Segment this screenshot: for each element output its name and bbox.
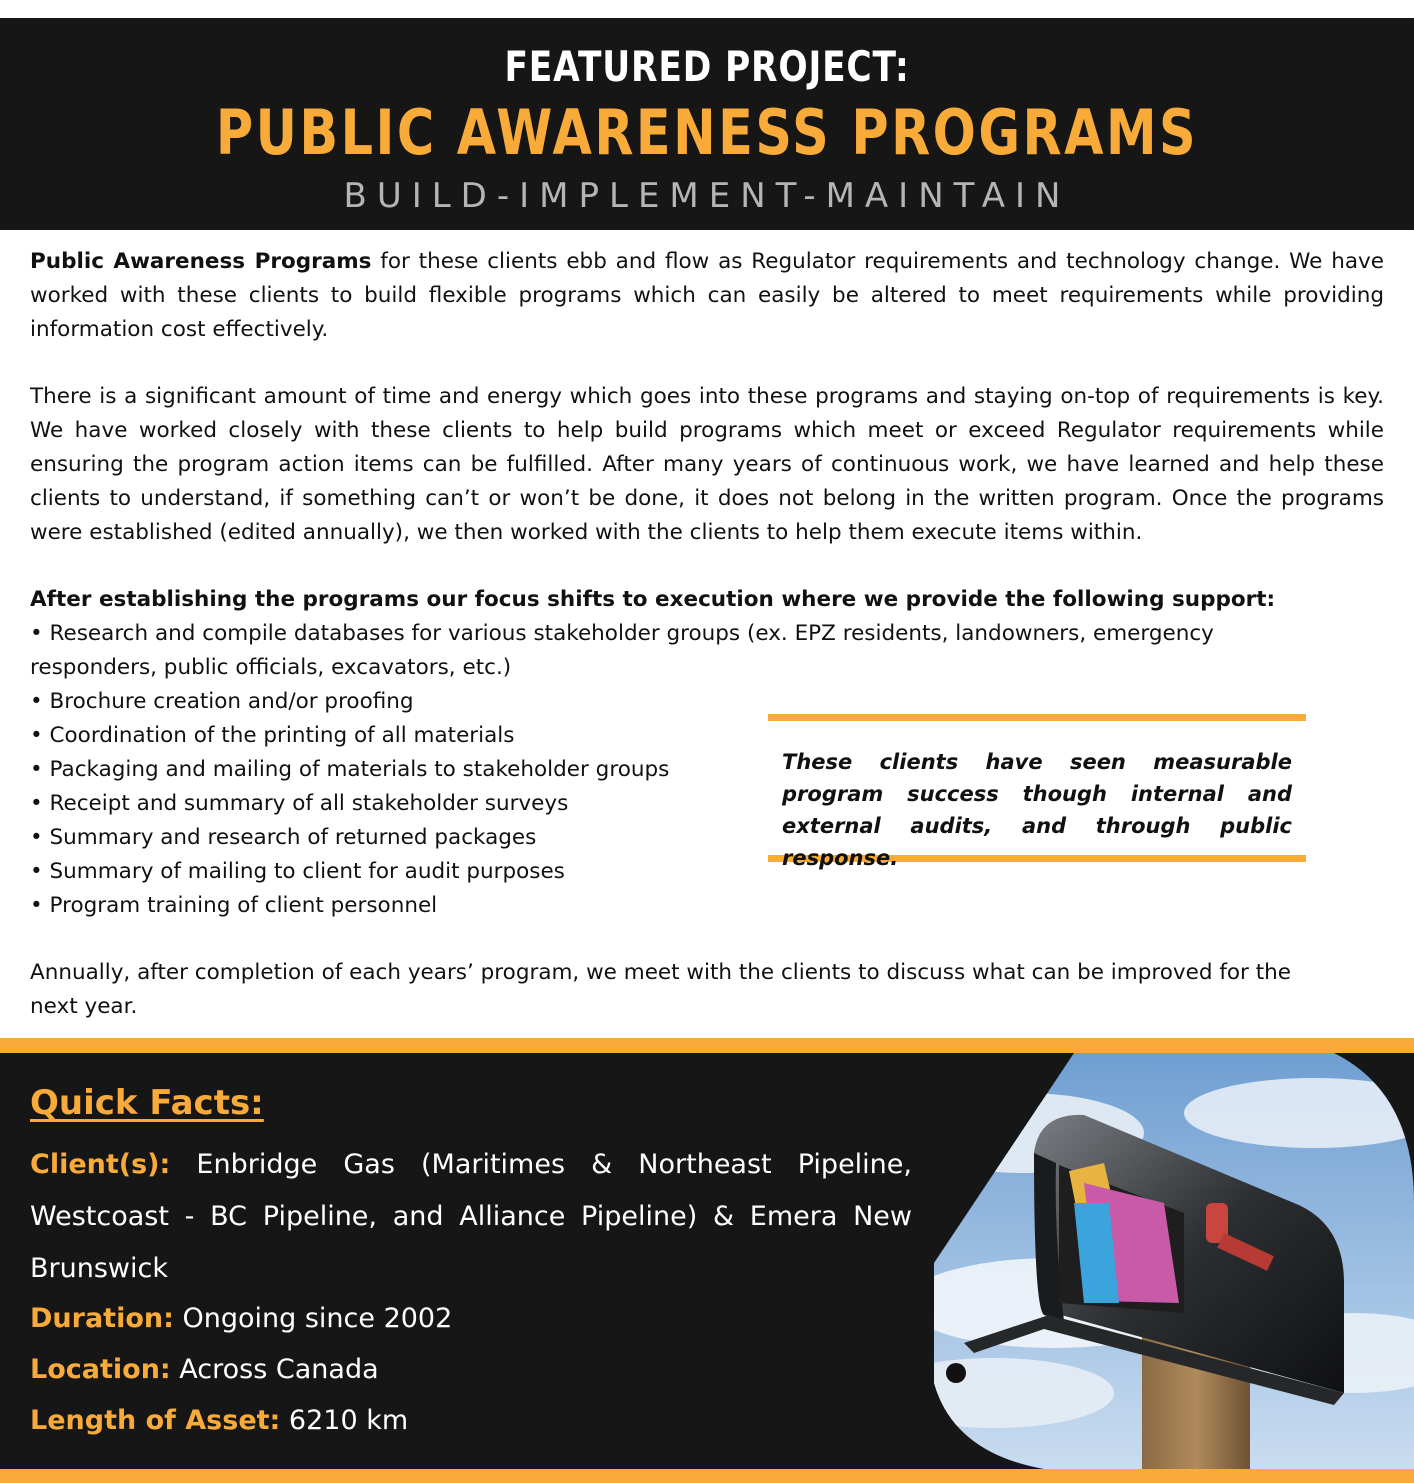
list-item: • Packaging and mailing of materials to stakeholder groups xyxy=(30,757,670,782)
list-item: • Receipt and summary of all stakeholder surveys xyxy=(30,791,569,816)
kicker-heading: FEATURED PROJECT: xyxy=(504,42,910,91)
list-item: • Summary of mailing to client for audit purposes xyxy=(30,859,565,884)
fact-value: Enbridge Gas (Maritimes & Northeast Pipeline, Westcoast - BC Pipeline, and Alliance Pipeline) & Emera New Brunswick xyxy=(30,1149,912,1284)
list-item: • Coordination of the printing of all materials xyxy=(30,723,515,748)
list-item: • Research and compile databases for various stakeholder groups (ex. EPZ residents, landowners, emergency responders, public officials, excavators, etc.) xyxy=(30,621,1214,680)
support-heading: After establishing the programs our focus shifts to execution where we provide the following support: xyxy=(30,587,1276,612)
intro-paragraph xyxy=(30,245,1384,347)
fact-length xyxy=(30,1395,912,1447)
fact-label: Duration: xyxy=(30,1303,174,1334)
fact-label: Length of Asset: xyxy=(30,1405,281,1436)
intro-lead: Public Awareness Programs xyxy=(30,249,372,274)
fact-value: Across Canada xyxy=(170,1354,379,1385)
list-item: • Summary and research of returned packages xyxy=(30,825,537,850)
page-title: PUBLIC AWARENESS PROGRAMS xyxy=(215,96,1199,169)
list-item: • Program training of client personnel xyxy=(30,893,438,918)
paragraph-2: There is a significant amount of time and energy which goes into these programs and staying on-top of requirements is key. We have worked closely with these clients to help build programs which meet or exceed Regulator requirements while ensuring the program action items can be fulfilled. After many years of continuous work, we have learned and help these clients to understand, if something can’t or won’t be done, it does not belong in the written program. Once the programs were established (edited annually), we then worked with the clients to help them execute items within. xyxy=(30,384,1384,545)
quick-facts-section xyxy=(0,1053,1414,1469)
closing-paragraph: Annually, after completion of each years’ program, we meet with the clients to discuss what can be improved for the next year. xyxy=(30,960,1292,1019)
callout-text: These clients have seen measurable program success though internal and external audits, and through public response. xyxy=(782,750,1292,870)
fact-clients xyxy=(30,1139,912,1295)
fact-label: Location: xyxy=(30,1354,171,1385)
intro-text: for these clients ebb and flow as Regulator requirements and technology change. We have worked with these clients to build flexible programs which can easily be altered to meet requirements while providing information cost effectively. xyxy=(30,249,1384,342)
fact-duration xyxy=(30,1293,912,1345)
fact-label: Client(s): xyxy=(30,1149,171,1180)
tagline: BUILD-IMPLEMENT-MAINTAIN xyxy=(343,176,1071,216)
fact-value: 6210 km xyxy=(280,1405,409,1436)
bottom-bar xyxy=(0,1469,1414,1483)
fact-location xyxy=(30,1344,912,1396)
divider xyxy=(0,1038,1414,1053)
fact-value: Ongoing since 2002 xyxy=(173,1303,453,1334)
header-banner xyxy=(0,18,1414,230)
quick-facts-title: Quick Facts: xyxy=(30,1083,264,1123)
callout-box xyxy=(768,714,1306,870)
mailbox-photo xyxy=(934,1053,1414,1469)
list-item: • Brochure creation and/or proofing xyxy=(30,689,414,714)
